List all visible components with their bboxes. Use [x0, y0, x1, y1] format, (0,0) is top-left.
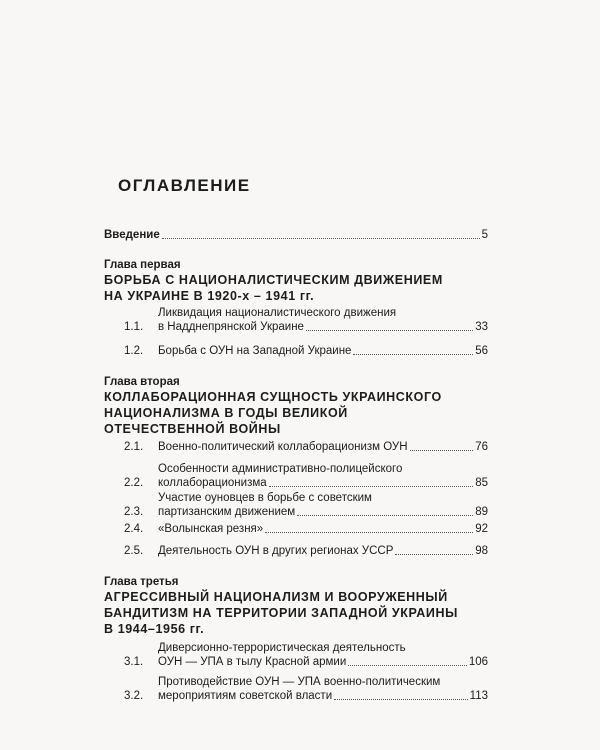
toc-page-number: 5 [481, 229, 488, 241]
toc-page-number: 92 [475, 523, 488, 535]
toc-page-number: 113 [469, 690, 488, 702]
dot-leader [269, 486, 474, 487]
entry-number: 2.4. [124, 523, 144, 535]
entry-number: 2.2. [124, 477, 144, 489]
chapter-2-label: Глава вторая [104, 376, 180, 388]
chapter-1-title [104, 272, 443, 304]
entry-text-line: «Волынская резня» [158, 523, 264, 535]
toc-title: ОГЛАВЛЕНИЕ [118, 176, 251, 195]
dot-leader [162, 238, 480, 239]
toc-page-number: 76 [475, 441, 488, 453]
toc-page-number: 89 [475, 506, 488, 518]
entry-text-line: Ликвидация националистического движения [158, 307, 397, 319]
entry-text-line: мероприятиям советской власти [158, 690, 333, 702]
entry-number: 2.3. [124, 506, 144, 518]
toc-page-number: 106 [468, 656, 488, 668]
toc-entry-1-2[interactable] [124, 344, 488, 358]
chapter-3-title [104, 589, 458, 637]
chapter-title-line: АГРЕССИВНЫЙ НАЦИОНАЛИЗМ И ВООРУЖЕННЫЙ [104, 590, 448, 604]
entry-text-line: коллаборационизма [158, 477, 267, 489]
dot-leader [297, 515, 473, 516]
entry-number: 3.2. [124, 690, 144, 702]
entry-number: 1.1. [124, 321, 144, 333]
entry-text-line: Деятельность ОУН в других регионах УССР [158, 545, 394, 557]
toc-intro-row[interactable] [104, 228, 488, 242]
chapter-title-line: НА УКРАИНЕ В 1920-х – 1941 гг. [104, 289, 315, 303]
toc-page-number: 56 [475, 345, 488, 357]
toc-entry-3-1[interactable] [124, 641, 488, 669]
dot-leader [395, 554, 473, 555]
entry-text-line: Борьба с ОУН на Западной Украине [158, 345, 352, 357]
entry-number: 1.2. [124, 345, 144, 357]
chapter-title-line: НАЦИОНАЛИЗМА В ГОДЫ ВЕЛИКОЙ [104, 406, 348, 420]
toc-entry-1-1[interactable] [124, 306, 488, 334]
toc-entry-2-2[interactable] [124, 462, 488, 490]
dot-leader [353, 354, 473, 355]
dot-leader [306, 330, 473, 331]
entry-text-line: партизанским движением [158, 506, 296, 518]
toc-entry-2-5[interactable] [124, 544, 488, 558]
dot-leader [348, 665, 467, 666]
entry-text-line: Военно-политический коллаборационизм ОУН [158, 441, 408, 453]
chapter-title-line: В 1944–1956 гг. [104, 622, 205, 636]
dot-leader [265, 532, 473, 533]
toc-page-number: 98 [475, 545, 488, 557]
toc-page-number: 33 [475, 321, 488, 333]
entry-number: 2.5. [124, 545, 144, 557]
entry-text-line: Особенности административно-полицейского [158, 463, 403, 475]
toc-entry-2-3[interactable] [124, 491, 488, 519]
toc-entry-3-2[interactable] [124, 675, 488, 703]
toc-entry-2-4[interactable] [124, 522, 488, 536]
chapter-1-label: Глава первая [104, 259, 181, 271]
dot-leader [410, 450, 474, 451]
chapter-title-line: БОРЬБА С НАЦИОНАЛИСТИЧЕСКИМ ДВИЖЕНИЕМ [104, 273, 443, 287]
toc-page-number: 85 [475, 477, 488, 489]
entry-text-line: Противодействие ОУН — УПА военно-политическим [158, 676, 441, 688]
entry-number: 3.1. [124, 656, 144, 668]
entry-text-line: Участие оуновцев в борьбе с советским [158, 492, 372, 504]
chapter-title-line: КОЛЛАБОРАЦИОННАЯ СУЩНОСТЬ УКРАИНСКОГО [104, 390, 442, 404]
dot-leader [334, 699, 468, 700]
toc-entry-2-1[interactable] [124, 440, 488, 454]
chapter-3-label: Глава третья [104, 576, 179, 588]
chapter-title-line: БАНДИТИЗМ НА ТЕРРИТОРИИ ЗАПАДНОЙ УКРАИНЫ [104, 606, 458, 620]
chapter-title-line: ОТЕЧЕСТВЕННОЙ ВОЙНЫ [104, 422, 281, 436]
entry-text-line: в Надднепрянской Украине [158, 321, 304, 333]
chapter-2-title [104, 389, 442, 437]
entry-number: 2.1. [124, 441, 144, 453]
entry-text-line: Диверсионно-террористическая деятельность [158, 642, 406, 654]
entry-text-line: ОУН — УПА в тылу Красной армии [158, 656, 347, 668]
toc-intro-label: Введение [104, 229, 160, 241]
